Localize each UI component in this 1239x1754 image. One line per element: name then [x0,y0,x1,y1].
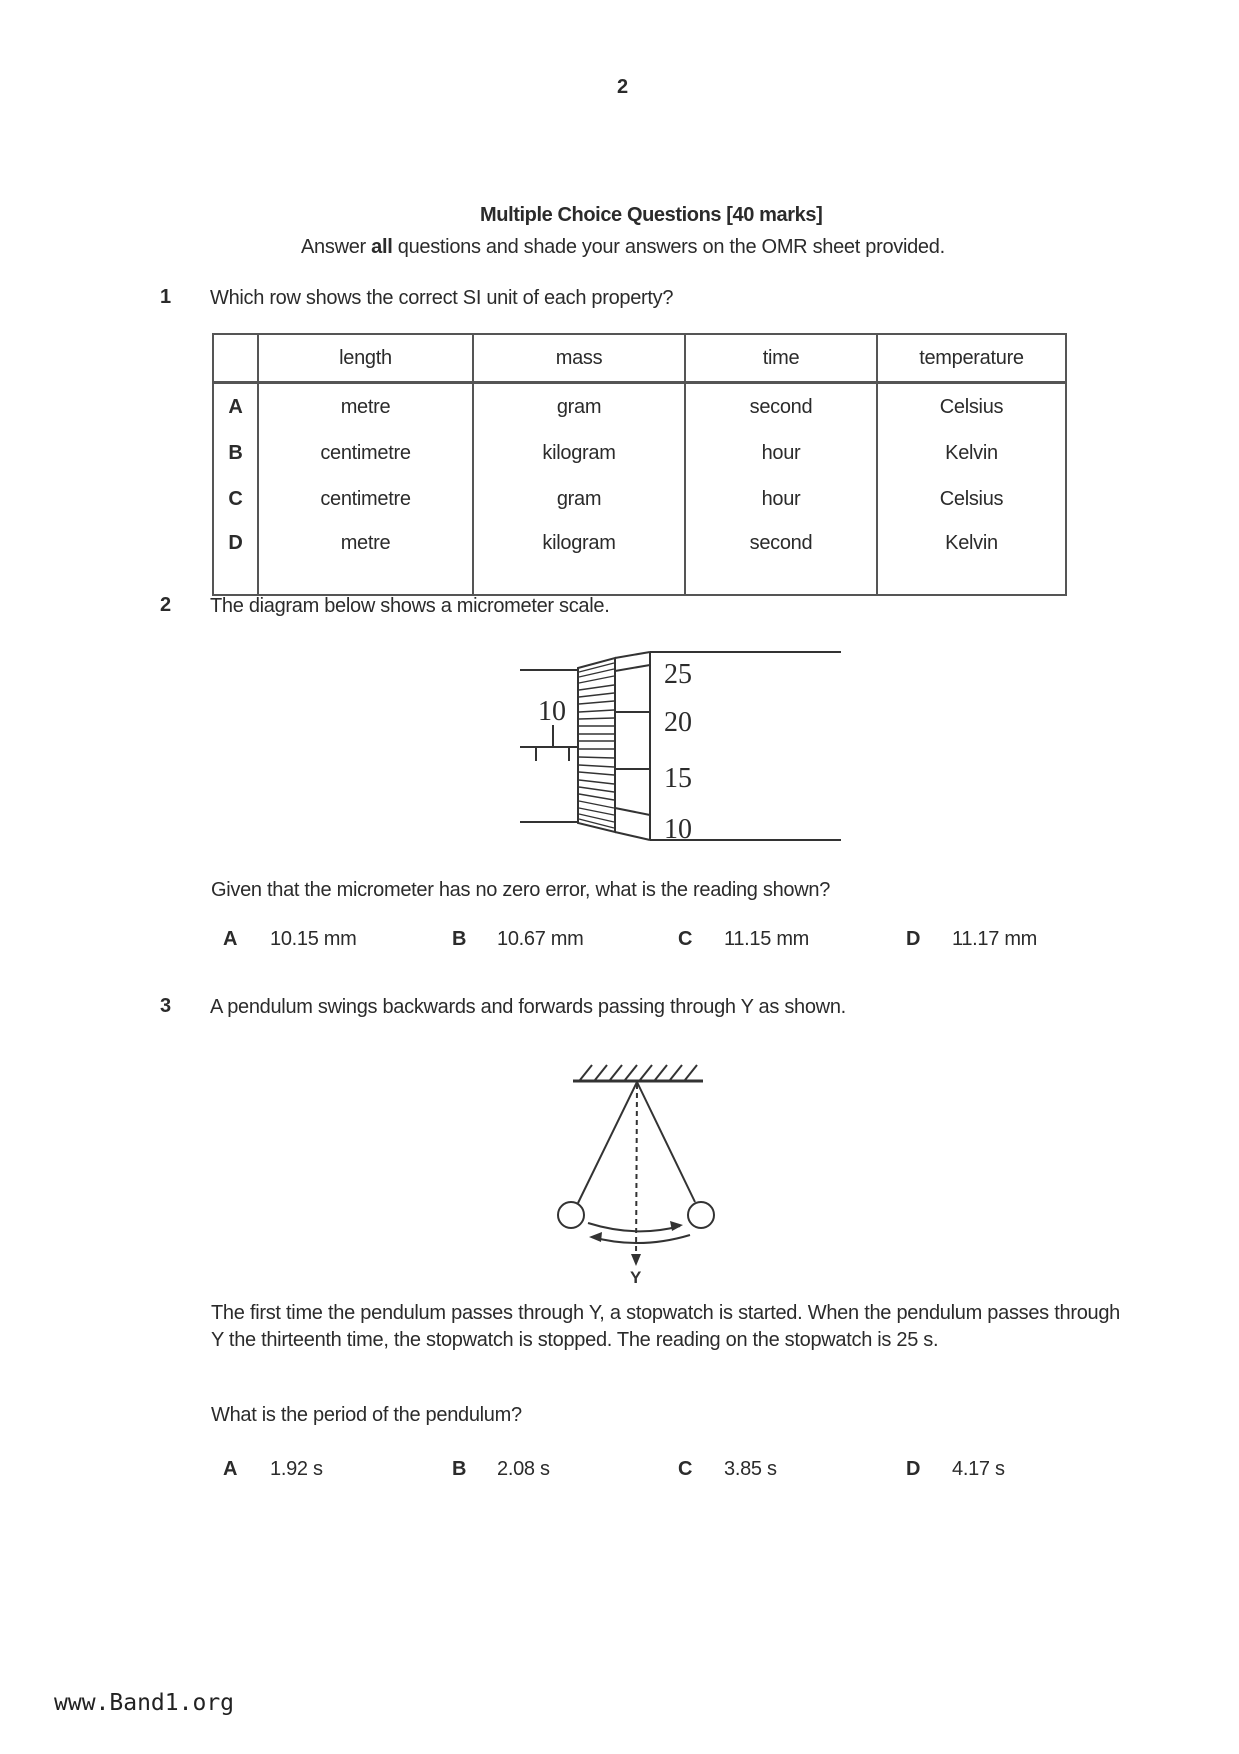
option-d-value: 4.17 s [952,1458,1005,1480]
question-3-paragraph: The first time the pendulum passes through Y, a stopwatch is started. When the pendulum passes through Y the thirteenth time, the stopwatch is stopped. The reading on the stopwatch is 25 s. [211,1302,1120,1351]
option-c-value: 3.85 s [724,1458,777,1480]
option-a-value: 1.92 s [270,1458,323,1480]
option-b[interactable] [452,1457,466,1481]
table-cell: centimetre [258,430,473,476]
table-cell: metre [258,522,473,595]
thimble-label-20: 20 [664,707,692,738]
option-a[interactable] [223,1457,237,1481]
option-b-value: 2.08 s [497,1458,550,1480]
table-cell: gram [473,383,685,431]
option-c[interactable] [678,1457,692,1481]
option-letter: D [906,928,921,950]
table-cell: kilogram [473,522,685,595]
sleeve-label: 10 [538,696,566,727]
table-header-cell: temperature [877,334,1066,383]
option-d-value: 11.17 mm [952,928,1038,950]
table-cell: gram [473,476,685,522]
table-cell: second [685,522,877,595]
question-1-text: Which row shows the correct SI unit of each property? [210,287,674,309]
instruction-pre: Answer [301,236,372,258]
table-header-cell: mass [473,334,685,383]
option-d[interactable] [906,1457,920,1481]
table-cell: Celsius [877,383,1066,431]
section-title: Multiple Choice Questions [40 marks] [480,204,823,226]
option-letter: C [678,1458,693,1480]
table-cell: hour [685,476,877,522]
question-2-text: The diagram below shows a micrometer scale. [210,595,610,617]
option-b-value: 10.67 mm [497,928,584,950]
footer-url[interactable]: www.Band1.org [54,1690,235,1716]
table-cell: Kelvin [877,430,1066,476]
row-label: D [213,522,258,595]
question-2-prompt: Given that the micrometer has no zero error, what is the reading shown? [211,879,831,901]
row-label: C [213,476,258,522]
option-c-value: 11.15 mm [724,928,810,950]
thimble-label-25: 25 [664,659,692,690]
question-1-number: 1 [160,286,172,308]
instruction-bold: all [371,236,393,258]
option-letter: B [452,1458,467,1480]
table-cell: Kelvin [877,522,1066,595]
thimble-label-15: 15 [664,763,692,794]
question-3-number: 3 [160,995,172,1017]
option-letter: A [223,1458,238,1480]
row-label: B [213,430,258,476]
question-3-prompt: What is the period of the pendulum? [211,1404,522,1426]
table-cell: kilogram [473,430,685,476]
table-cell: centimetre [258,476,473,522]
table-cell: second [685,383,877,431]
table-header-cell: length [258,334,473,383]
option-a-value: 10.15 mm [270,928,357,950]
option-letter: D [906,1458,921,1480]
thimble-label-10: 10 [664,814,692,845]
table-header-cell: time [685,334,877,383]
page-number: 2 [617,76,629,98]
table-cell: metre [258,383,473,431]
option-letter: C [678,928,693,950]
point-y-label: Y [630,1268,642,1287]
table-cell: hour [685,430,877,476]
table-cell: Celsius [877,476,1066,522]
instruction-post: questions and shade your answers on the OMR sheet provided. [392,236,945,258]
question-3-text: A pendulum swings backwards and forwards passing through Y as shown. [210,996,846,1018]
question-2-number: 2 [160,594,172,616]
option-letter: A [223,928,238,950]
row-label: A [213,383,258,431]
option-letter: B [452,928,467,950]
